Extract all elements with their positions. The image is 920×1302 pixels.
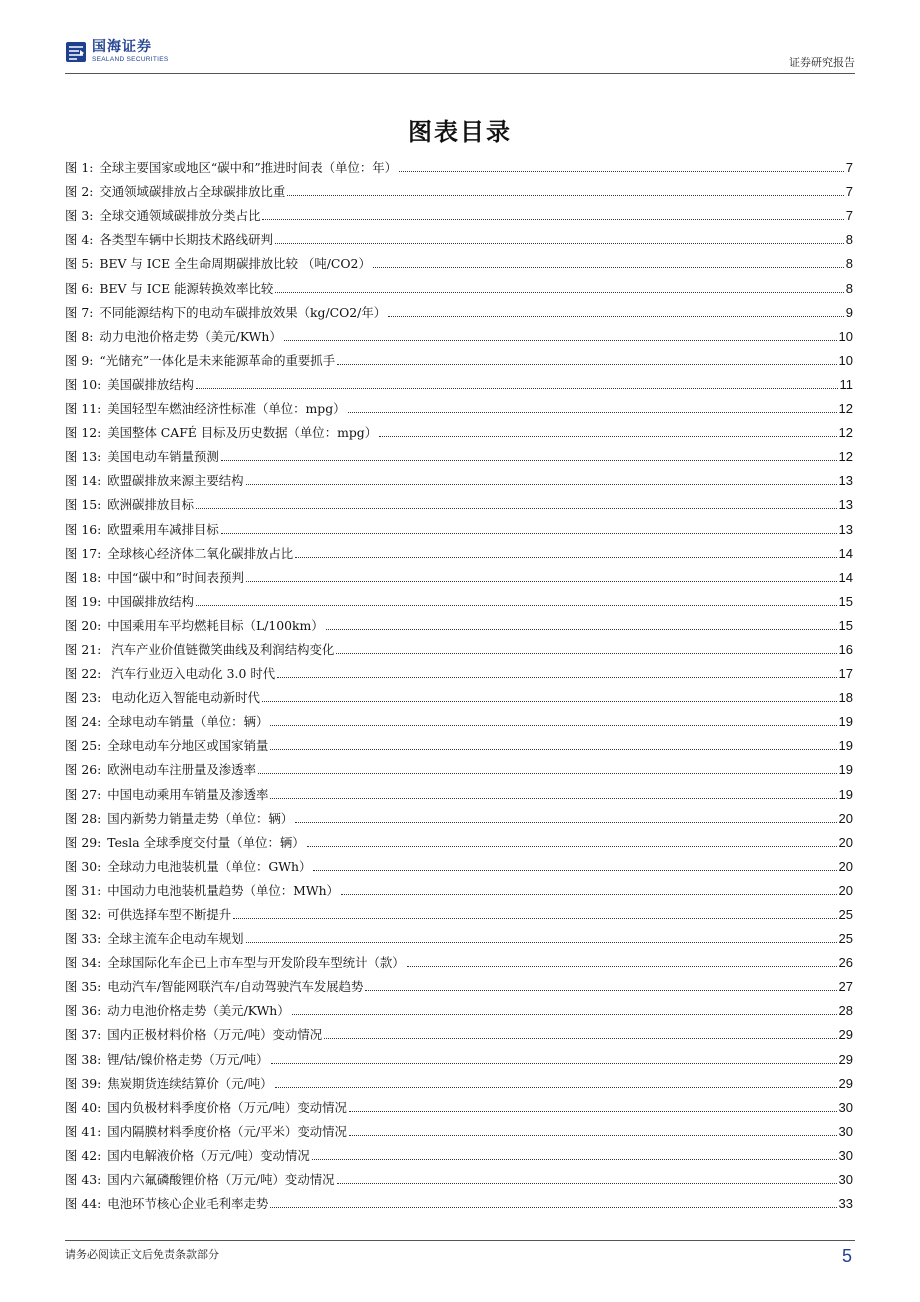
toc-leader-dots bbox=[233, 918, 836, 919]
toc-entry-title: 国内六氟磷酸锂价格（万元/吨）变动情况 bbox=[107, 1172, 335, 1188]
toc-entry-page: 20 bbox=[838, 882, 853, 898]
toc-leader-dots bbox=[337, 364, 836, 365]
toc-leader-dots bbox=[307, 846, 837, 847]
toc-entry-label: 图 10: bbox=[65, 376, 102, 392]
toc-entry[interactable] bbox=[65, 995, 853, 1019]
toc-leader-dots bbox=[270, 1207, 836, 1208]
toc-entry-page: 27 bbox=[838, 979, 853, 995]
toc-leader-dots bbox=[270, 725, 836, 726]
toc-leader-dots bbox=[196, 388, 837, 389]
toc-entry-page: 9 bbox=[845, 304, 853, 320]
toc-leader-dots bbox=[221, 460, 837, 461]
toc-entry[interactable] bbox=[65, 851, 853, 875]
toc-entry-page: 13 bbox=[838, 521, 853, 537]
toc-entry-title: 美国整体 CAFÉ 目标及历史数据（单位：mpg） bbox=[107, 425, 378, 441]
toc-entry[interactable] bbox=[65, 441, 853, 465]
toc-entry-title: 中国乘用车平均燃耗目标（L/100km） bbox=[107, 617, 324, 633]
toc-entry[interactable] bbox=[65, 971, 853, 995]
toc-leader-dots bbox=[292, 1014, 837, 1015]
toc-leader-dots bbox=[271, 1063, 837, 1064]
toc-entry-page: 14 bbox=[838, 569, 853, 585]
toc-leader-dots bbox=[348, 412, 837, 413]
sealand-logo-icon bbox=[65, 40, 87, 64]
toc-entry-label: 图 23: bbox=[65, 690, 102, 706]
toc-entry[interactable] bbox=[65, 417, 853, 441]
toc-entry-title: 全球国际化车企已上市车型与开发阶段车型统计（款） bbox=[107, 955, 405, 971]
brand-name-en: SEALAND SECURITIES bbox=[92, 56, 169, 63]
toc-entry-page: 30 bbox=[838, 1147, 853, 1163]
toc-entry-page: 15 bbox=[838, 593, 853, 609]
toc-entry[interactable] bbox=[65, 803, 853, 827]
toc-entry[interactable] bbox=[65, 1043, 853, 1067]
toc-entry-label: 图 30: bbox=[65, 858, 102, 874]
toc-entry-label: 图 44: bbox=[65, 1196, 102, 1212]
toc-leader-dots bbox=[399, 171, 844, 172]
toc-entry-page: 25 bbox=[838, 907, 853, 922]
toc-entry-page: 25 bbox=[838, 931, 853, 947]
toc-entry[interactable] bbox=[65, 706, 853, 730]
toc-entry-page: 29 bbox=[838, 1027, 853, 1043]
toc-entry-title: 国内负极材料季度价格（万元/吨）变动情况 bbox=[107, 1099, 347, 1115]
toc-entry-label: 图 39: bbox=[65, 1075, 102, 1091]
toc-leader-dots bbox=[312, 1159, 837, 1160]
toc-entry-title: 全球主要国家或地区“碳中和”推进时间表（单位：年） bbox=[99, 160, 398, 176]
toc-entry[interactable] bbox=[65, 176, 853, 200]
toc-leader-dots bbox=[246, 581, 837, 582]
toc-entry-label: 图 32: bbox=[65, 907, 102, 922]
toc-entry-page: 29 bbox=[838, 1075, 853, 1091]
toc-entry-page: 26 bbox=[838, 955, 853, 971]
toc-entry-title: 欧洲电动车注册量及渗透率 bbox=[107, 762, 256, 778]
toc-entry-page: 28 bbox=[838, 1003, 853, 1019]
toc-entry-label: 图 20: bbox=[65, 617, 102, 633]
toc-leader-dots bbox=[262, 219, 843, 220]
toc-leader-dots bbox=[246, 484, 837, 485]
toc-entry-page: 17 bbox=[838, 666, 853, 682]
toc-entry[interactable] bbox=[65, 465, 853, 489]
toc-entry-page: 14 bbox=[838, 545, 853, 561]
toc-entry-label: 图 17: bbox=[65, 545, 102, 561]
toc-entry[interactable] bbox=[65, 1068, 853, 1092]
toc-entry-page: 8 bbox=[845, 256, 853, 272]
toc-leader-dots bbox=[326, 629, 837, 630]
toc-entry-label: 图 42: bbox=[65, 1147, 102, 1163]
toc-entry-title: 全球主流车企电动车规划 bbox=[107, 931, 244, 947]
toc-leader-dots bbox=[287, 195, 844, 196]
toc-entry-page: 10 bbox=[838, 328, 853, 344]
toc-entry[interactable] bbox=[65, 321, 853, 345]
toc-leader-dots bbox=[277, 677, 836, 678]
toc-entry[interactable] bbox=[65, 586, 853, 610]
toc-entry[interactable] bbox=[65, 224, 853, 248]
toc-leader-dots bbox=[373, 267, 844, 268]
toc-leader-dots bbox=[258, 773, 837, 774]
toc-entry-title: 全球核心经济体二氧化碳排放占比 bbox=[107, 545, 294, 561]
toc-entry-title: BEV 与 ICE 全生命周期碳排放比较 （吨/CO2） bbox=[99, 256, 371, 272]
toc-entry-title: Tesla 全球季度交付量（单位：辆） bbox=[107, 834, 305, 850]
toc-leader-dots bbox=[337, 1183, 837, 1184]
toc-entry[interactable] bbox=[65, 827, 853, 851]
toc-leader-dots bbox=[275, 292, 844, 293]
toc-entry[interactable] bbox=[65, 345, 853, 369]
toc-entry-title: 电池环节核心企业毛利率走势 bbox=[107, 1196, 269, 1212]
toc-entry-label: 图 29: bbox=[65, 834, 102, 850]
toc-entry-title: 中国碳排放结构 bbox=[107, 593, 195, 609]
toc-entry-page: 12 bbox=[838, 449, 853, 465]
toc-entry[interactable] bbox=[65, 248, 853, 272]
toc-leader-dots bbox=[196, 605, 837, 606]
toc-entry-title: 国内电解液价格（万元/吨）变动情况 bbox=[107, 1147, 310, 1163]
toc-entry-page: 30 bbox=[838, 1123, 853, 1139]
toc-entry-page: 19 bbox=[838, 786, 853, 802]
toc-leader-dots bbox=[379, 436, 836, 437]
toc-entry-page: 15 bbox=[838, 617, 853, 633]
toc-entry[interactable] bbox=[65, 754, 853, 778]
toc-entry[interactable] bbox=[65, 489, 853, 513]
toc-entry-title: 美国轻型车燃油经济性标准（单位：mpg） bbox=[107, 401, 346, 417]
toc-entry-page: 33 bbox=[838, 1196, 853, 1212]
toc-entry-title: “光储充”一体化是未来能源革命的重要抓手 bbox=[99, 352, 336, 368]
toc-entry[interactable] bbox=[65, 1116, 853, 1140]
toc-entry[interactable] bbox=[65, 1092, 853, 1116]
toc-entry-title: 国内正极材料价格（万元/吨）变动情况 bbox=[107, 1027, 323, 1043]
toc-entry-label: 图 35: bbox=[65, 979, 102, 995]
toc-leader-dots bbox=[341, 894, 837, 895]
toc-leader-dots bbox=[349, 1135, 837, 1136]
toc-entry[interactable] bbox=[65, 538, 853, 562]
toc-entry-label: 图 40: bbox=[65, 1099, 102, 1115]
toc-entry-label: 图 16: bbox=[65, 521, 102, 537]
toc-entry-label: 图 26: bbox=[65, 762, 102, 778]
toc-entry-title: 欧盟乘用车减排目标 bbox=[107, 521, 219, 537]
toc-leader-dots bbox=[295, 557, 836, 558]
toc-entry-title: 欧盟碳排放来源主要结构 bbox=[107, 473, 244, 489]
toc-entry-title: 中国“碳中和”时间表预判 bbox=[107, 569, 244, 585]
toc-entry-page: 12 bbox=[838, 425, 853, 441]
toc-entry-title: 美国碳排放结构 bbox=[107, 376, 195, 392]
toc-entry-title: 全球电动车销量（单位：辆） bbox=[107, 714, 269, 730]
toc-leader-dots bbox=[275, 243, 844, 244]
toc-entry-label: 图 34: bbox=[65, 955, 102, 971]
toc-leader-dots bbox=[275, 1087, 837, 1088]
toc-entry-label: 图 28: bbox=[65, 810, 102, 826]
toc-entry-page: 7 bbox=[845, 184, 853, 200]
toc-leader-dots bbox=[270, 798, 836, 799]
toc-entry-title: 欧洲碳排放目标 bbox=[107, 497, 195, 513]
toc-entry[interactable] bbox=[65, 200, 853, 224]
toc-entry[interactable] bbox=[65, 1164, 853, 1188]
toc-entry-page: 8 bbox=[845, 232, 853, 248]
toc-entry-title: 动力电池价格走势（美元/KWh） bbox=[107, 1003, 290, 1019]
toc-entry-label: 图 7: bbox=[65, 304, 94, 320]
toc-entry[interactable] bbox=[65, 634, 853, 658]
toc-entry-label: 图 6: bbox=[65, 280, 94, 296]
toc-entry-page: 13 bbox=[838, 473, 853, 489]
report-type: 证券研究报告 bbox=[789, 56, 855, 69]
toc-entry-title: 中国动力电池装机量趋势（单位：MWh） bbox=[107, 882, 339, 898]
page-header bbox=[65, 40, 855, 70]
toc-entry-label: 图 21: bbox=[65, 641, 102, 657]
toc-entry[interactable] bbox=[65, 923, 853, 947]
toc-entry-page: 12 bbox=[838, 401, 853, 417]
footer-divider bbox=[65, 1240, 855, 1241]
toc-entry-title: 动力电池价格走势（美元/KWh） bbox=[99, 328, 282, 344]
toc-entry-title: 不同能源结构下的电动车碳排放效果（kg/CO2/年） bbox=[99, 304, 387, 320]
toc-leader-dots bbox=[221, 533, 837, 534]
toc-entry-label: 图 18: bbox=[65, 569, 102, 585]
toc-entry-page: 8 bbox=[845, 280, 853, 296]
toc-entry[interactable] bbox=[65, 899, 853, 923]
toc-leader-dots bbox=[295, 822, 836, 823]
toc-entry-label: 图 19: bbox=[65, 593, 102, 609]
toc-entry-label: 图 38: bbox=[65, 1051, 102, 1067]
toc-entry-page: 19 bbox=[838, 714, 853, 730]
header-divider bbox=[65, 73, 855, 74]
toc-entry-label: 图 24: bbox=[65, 714, 102, 730]
toc-leader-dots bbox=[324, 1038, 836, 1039]
toc-entry[interactable] bbox=[65, 682, 853, 706]
toc-entry-title: 各类型车辆中长期技术路线研判 bbox=[99, 232, 273, 248]
toc-entry-label: 图 3: bbox=[65, 208, 94, 224]
toc-entry[interactable] bbox=[65, 947, 853, 971]
toc-entry-page: 19 bbox=[838, 738, 853, 754]
toc-leader-dots bbox=[262, 701, 837, 702]
toc-leader-dots bbox=[246, 942, 837, 943]
page-number: 5 bbox=[841, 1246, 852, 1266]
toc-entry-label: 图 22: bbox=[65, 666, 102, 682]
toc-entry-page: 20 bbox=[838, 810, 853, 826]
toc-leader-dots bbox=[407, 966, 837, 967]
toc-entry-title: 全球动力电池装机量（单位：GWh） bbox=[107, 858, 312, 874]
toc-entry-page: 20 bbox=[838, 834, 853, 850]
toc-leader-dots bbox=[349, 1111, 837, 1112]
toc-leader-dots bbox=[196, 508, 837, 509]
toc-entry-page: 20 bbox=[838, 858, 853, 874]
toc-entry-title: 交通领域碳排放占全球碳排放比重 bbox=[99, 184, 286, 200]
brand-name-cn: 国海证券 bbox=[92, 39, 152, 55]
toc-entry[interactable] bbox=[65, 610, 853, 634]
toc-entry-title: 美国电动车销量预测 bbox=[107, 449, 219, 465]
toc-entry-title: 国内隔膜材料季度价格（元/平米）变动情况 bbox=[107, 1123, 347, 1139]
footer-disclaimer: 请务必阅读正文后免责条款部分 bbox=[65, 1248, 219, 1261]
toc-entry-title: 全球交通领域碳排放分类占比 bbox=[99, 208, 261, 224]
toc-entry-title: 锂/钴/镍价格走势（万元/吨） bbox=[107, 1051, 269, 1067]
toc-entry-label: 图 11: bbox=[65, 401, 102, 417]
toc-entry-title: 国内新势力销量走势（单位：辆） bbox=[107, 810, 294, 826]
toc-entry[interactable] bbox=[65, 658, 853, 682]
toc-entry-title: 电动化迈入智能电动新时代 bbox=[107, 690, 260, 706]
toc-entry-label: 图 14: bbox=[65, 473, 102, 489]
toc-entry[interactable] bbox=[65, 1188, 853, 1212]
page-title: 图表目录 bbox=[408, 118, 512, 146]
toc-entry-label: 图 5: bbox=[65, 256, 94, 272]
toc-leader-dots bbox=[284, 340, 837, 341]
toc-entry-label: 图 41: bbox=[65, 1123, 102, 1139]
toc-entry-label: 图 13: bbox=[65, 449, 102, 465]
toc-entry-title: 全球电动车分地区或国家销量 bbox=[107, 738, 269, 754]
toc-entry-label: 图 8: bbox=[65, 328, 94, 344]
brand-logo bbox=[65, 40, 169, 64]
toc-entry-page: 30 bbox=[838, 1099, 853, 1115]
toc-entry-label: 图 12: bbox=[65, 425, 102, 441]
toc-entry[interactable] bbox=[65, 778, 853, 802]
toc-entry-label: 图 25: bbox=[65, 738, 102, 754]
toc-entry[interactable] bbox=[65, 1019, 853, 1043]
toc-entry-label: 图 2: bbox=[65, 184, 94, 200]
toc-entry-label: 图 1: bbox=[65, 160, 94, 176]
toc-entry-page: 16 bbox=[838, 641, 853, 657]
toc-entry-label: 图 4: bbox=[65, 232, 94, 248]
figure-toc bbox=[65, 152, 853, 1212]
toc-entry[interactable] bbox=[65, 272, 853, 296]
toc-entry-page: 7 bbox=[845, 208, 853, 224]
toc-entry-page: 10 bbox=[838, 352, 853, 368]
toc-entry-title: 中国电动乘用车销量及渗透率 bbox=[107, 786, 269, 802]
toc-entry[interactable] bbox=[65, 393, 853, 417]
toc-leader-dots bbox=[270, 749, 836, 750]
toc-entry-title: 汽车产业价值链微笑曲线及利润结构变化 bbox=[107, 641, 335, 657]
toc-entry-label: 图 15: bbox=[65, 497, 102, 513]
toc-entry-page: 11 bbox=[839, 376, 853, 392]
toc-entry-page: 30 bbox=[838, 1172, 853, 1188]
toc-entry-title: 汽车行业迈入电动化 3.0 时代 bbox=[107, 666, 276, 682]
toc-entry-label: 图 43: bbox=[65, 1172, 102, 1188]
toc-entry-page: 29 bbox=[838, 1051, 853, 1067]
toc-entry[interactable] bbox=[65, 730, 853, 754]
toc-entry-title: 电动汽车/智能网联汽车/自动驾驶汽车发展趋势 bbox=[107, 979, 364, 995]
toc-entry[interactable] bbox=[65, 297, 853, 321]
toc-entry[interactable] bbox=[65, 562, 853, 586]
toc-entry-label: 图 9: bbox=[65, 352, 94, 368]
toc-entry-page: 18 bbox=[838, 690, 853, 706]
toc-entry-page: 13 bbox=[838, 497, 853, 513]
toc-entry-page: 19 bbox=[838, 762, 853, 778]
toc-leader-dots bbox=[388, 316, 844, 317]
toc-entry[interactable] bbox=[65, 152, 853, 176]
toc-leader-dots bbox=[336, 653, 836, 654]
toc-leader-dots bbox=[313, 870, 836, 871]
toc-leader-dots bbox=[365, 990, 836, 991]
toc-entry[interactable] bbox=[65, 369, 853, 393]
toc-entry-title: BEV 与 ICE 能源转换效率比较 bbox=[99, 280, 274, 296]
toc-entry[interactable] bbox=[65, 875, 853, 899]
toc-entry-title: 焦炭期货连续结算价（元/吨） bbox=[107, 1075, 273, 1091]
toc-entry-label: 图 33: bbox=[65, 931, 102, 947]
toc-entry-label: 图 37: bbox=[65, 1027, 102, 1043]
toc-entry-label: 图 31: bbox=[65, 882, 102, 898]
toc-entry-page: 7 bbox=[845, 160, 853, 176]
toc-entry[interactable] bbox=[65, 1140, 853, 1164]
toc-entry[interactable] bbox=[65, 513, 853, 537]
toc-entry-label: 图 36: bbox=[65, 1003, 102, 1019]
toc-entry-title: 可供选择车型不断提升 bbox=[107, 907, 232, 922]
toc-entry-label: 图 27: bbox=[65, 786, 102, 802]
